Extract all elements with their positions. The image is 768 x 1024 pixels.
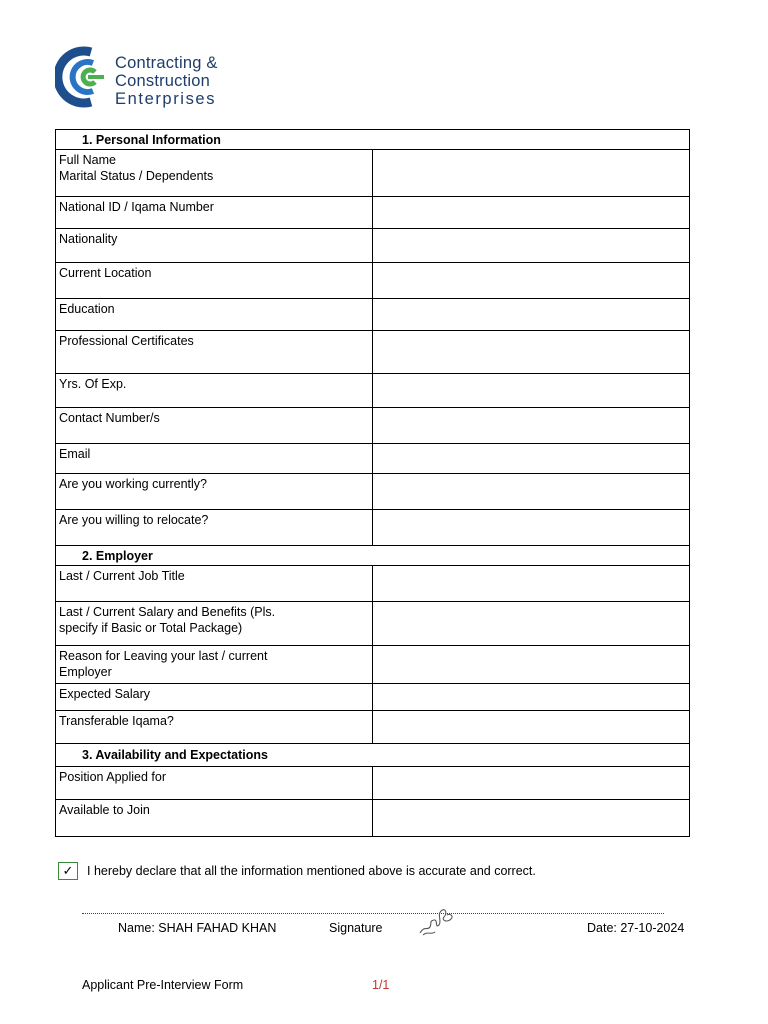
form-row-email bbox=[56, 444, 690, 474]
company-name bbox=[115, 54, 218, 108]
field-label: Nationality bbox=[56, 229, 373, 263]
form-row-full-name bbox=[56, 150, 690, 197]
footer-form-title: Applicant Pre-Interview Form bbox=[82, 978, 244, 992]
section-header bbox=[56, 130, 690, 150]
field-label: Last / Current Job Title bbox=[56, 566, 373, 602]
form-row-certificates bbox=[56, 331, 690, 374]
form-row-position-applied bbox=[56, 767, 690, 800]
signature-label: Signature bbox=[329, 921, 383, 935]
field-label: Professional Certificates bbox=[56, 331, 373, 374]
field-label: National ID / Iqama Number bbox=[56, 197, 373, 229]
transferable-iqama-field[interactable] bbox=[373, 711, 690, 744]
section-title: 1. Personal Information bbox=[56, 130, 690, 150]
field-label: Education bbox=[56, 299, 373, 331]
form-row-reason-leaving bbox=[56, 646, 690, 684]
declaration bbox=[58, 862, 536, 880]
declaration-text: I hereby declare that all the information mentioned above is accurate and correct. bbox=[87, 864, 536, 878]
field-label-text: Marital Status / Dependents bbox=[59, 169, 214, 183]
field-label-text: Last / Current Salary and Benefits (Pls. bbox=[59, 605, 276, 619]
field-label: Available to Join bbox=[56, 800, 373, 837]
form-row-national-id bbox=[56, 197, 690, 229]
company-logo-icon bbox=[55, 46, 111, 108]
section-header bbox=[56, 546, 690, 566]
salary-benefits-field[interactable] bbox=[373, 602, 690, 646]
field-label: Email bbox=[56, 444, 373, 474]
certificates-field[interactable] bbox=[373, 331, 690, 374]
form-row-available-to-join bbox=[56, 800, 690, 837]
form-row-nationality bbox=[56, 229, 690, 263]
form-row-job-title bbox=[56, 566, 690, 602]
contact-number-field[interactable] bbox=[373, 408, 690, 444]
full-name-field[interactable] bbox=[373, 150, 690, 197]
section-title: 3. Availability and Expectations bbox=[56, 744, 690, 767]
education-field[interactable] bbox=[373, 299, 690, 331]
company-name-line3: Enterprises bbox=[115, 90, 217, 108]
form-row-transferable-iqama bbox=[56, 711, 690, 744]
field-label: Contact Number/s bbox=[56, 408, 373, 444]
field-label: Are you working currently? bbox=[56, 474, 373, 510]
job-title-field[interactable] bbox=[373, 566, 690, 602]
relocate-field[interactable] bbox=[373, 510, 690, 546]
company-name-line1: Contracting & bbox=[115, 54, 218, 72]
signature-image bbox=[417, 905, 457, 939]
field-label: Current Location bbox=[56, 263, 373, 299]
form-row-current-location bbox=[56, 263, 690, 299]
field-label: Yrs. Of Exp. bbox=[56, 374, 373, 408]
form-row-contact bbox=[56, 408, 690, 444]
position-applied-field[interactable] bbox=[373, 767, 690, 800]
field-label bbox=[56, 150, 373, 197]
form-row-salary-benefits bbox=[56, 602, 690, 646]
form-row-expected-salary bbox=[56, 684, 690, 711]
field-label-text: Full Name bbox=[59, 153, 116, 167]
field-label: Are you willing to relocate? bbox=[56, 510, 373, 546]
available-to-join-field[interactable] bbox=[373, 800, 690, 837]
expected-salary-field[interactable] bbox=[373, 684, 690, 711]
field-label bbox=[56, 602, 373, 646]
signature-date: Date: 27-10-2024 bbox=[587, 921, 685, 935]
current-location-field[interactable] bbox=[373, 263, 690, 299]
declaration-checkbox[interactable]: ✓ bbox=[58, 862, 78, 880]
field-label-text: Employer bbox=[59, 665, 112, 679]
experience-field[interactable] bbox=[373, 374, 690, 408]
applicant-form-table bbox=[55, 129, 690, 837]
field-label-text: Reason for Leaving your last / current bbox=[59, 649, 268, 663]
field-label: Position Applied for bbox=[56, 767, 373, 800]
field-label-text: specify if Basic or Total Package) bbox=[59, 621, 243, 635]
company-logo bbox=[55, 46, 255, 112]
form-row-relocate bbox=[56, 510, 690, 546]
signature-divider bbox=[82, 913, 664, 914]
reason-leaving-field[interactable] bbox=[373, 646, 690, 684]
field-label: Transferable Iqama? bbox=[56, 711, 373, 744]
nationality-field[interactable] bbox=[373, 229, 690, 263]
national-id-field[interactable] bbox=[373, 197, 690, 229]
page-number: 1/1 bbox=[372, 978, 390, 992]
section-header bbox=[56, 744, 690, 767]
applicant-name: Name: SHAH FAHAD KHAN bbox=[118, 921, 277, 935]
form-row-experience bbox=[56, 374, 690, 408]
section-title: 2. Employer bbox=[56, 546, 690, 566]
form-row-education bbox=[56, 299, 690, 331]
company-name-line2: Construction bbox=[115, 72, 211, 90]
form-row-working-currently bbox=[56, 474, 690, 510]
field-label: Expected Salary bbox=[56, 684, 373, 711]
field-label bbox=[56, 646, 373, 684]
working-currently-field[interactable] bbox=[373, 474, 690, 510]
email-field[interactable] bbox=[373, 444, 690, 474]
